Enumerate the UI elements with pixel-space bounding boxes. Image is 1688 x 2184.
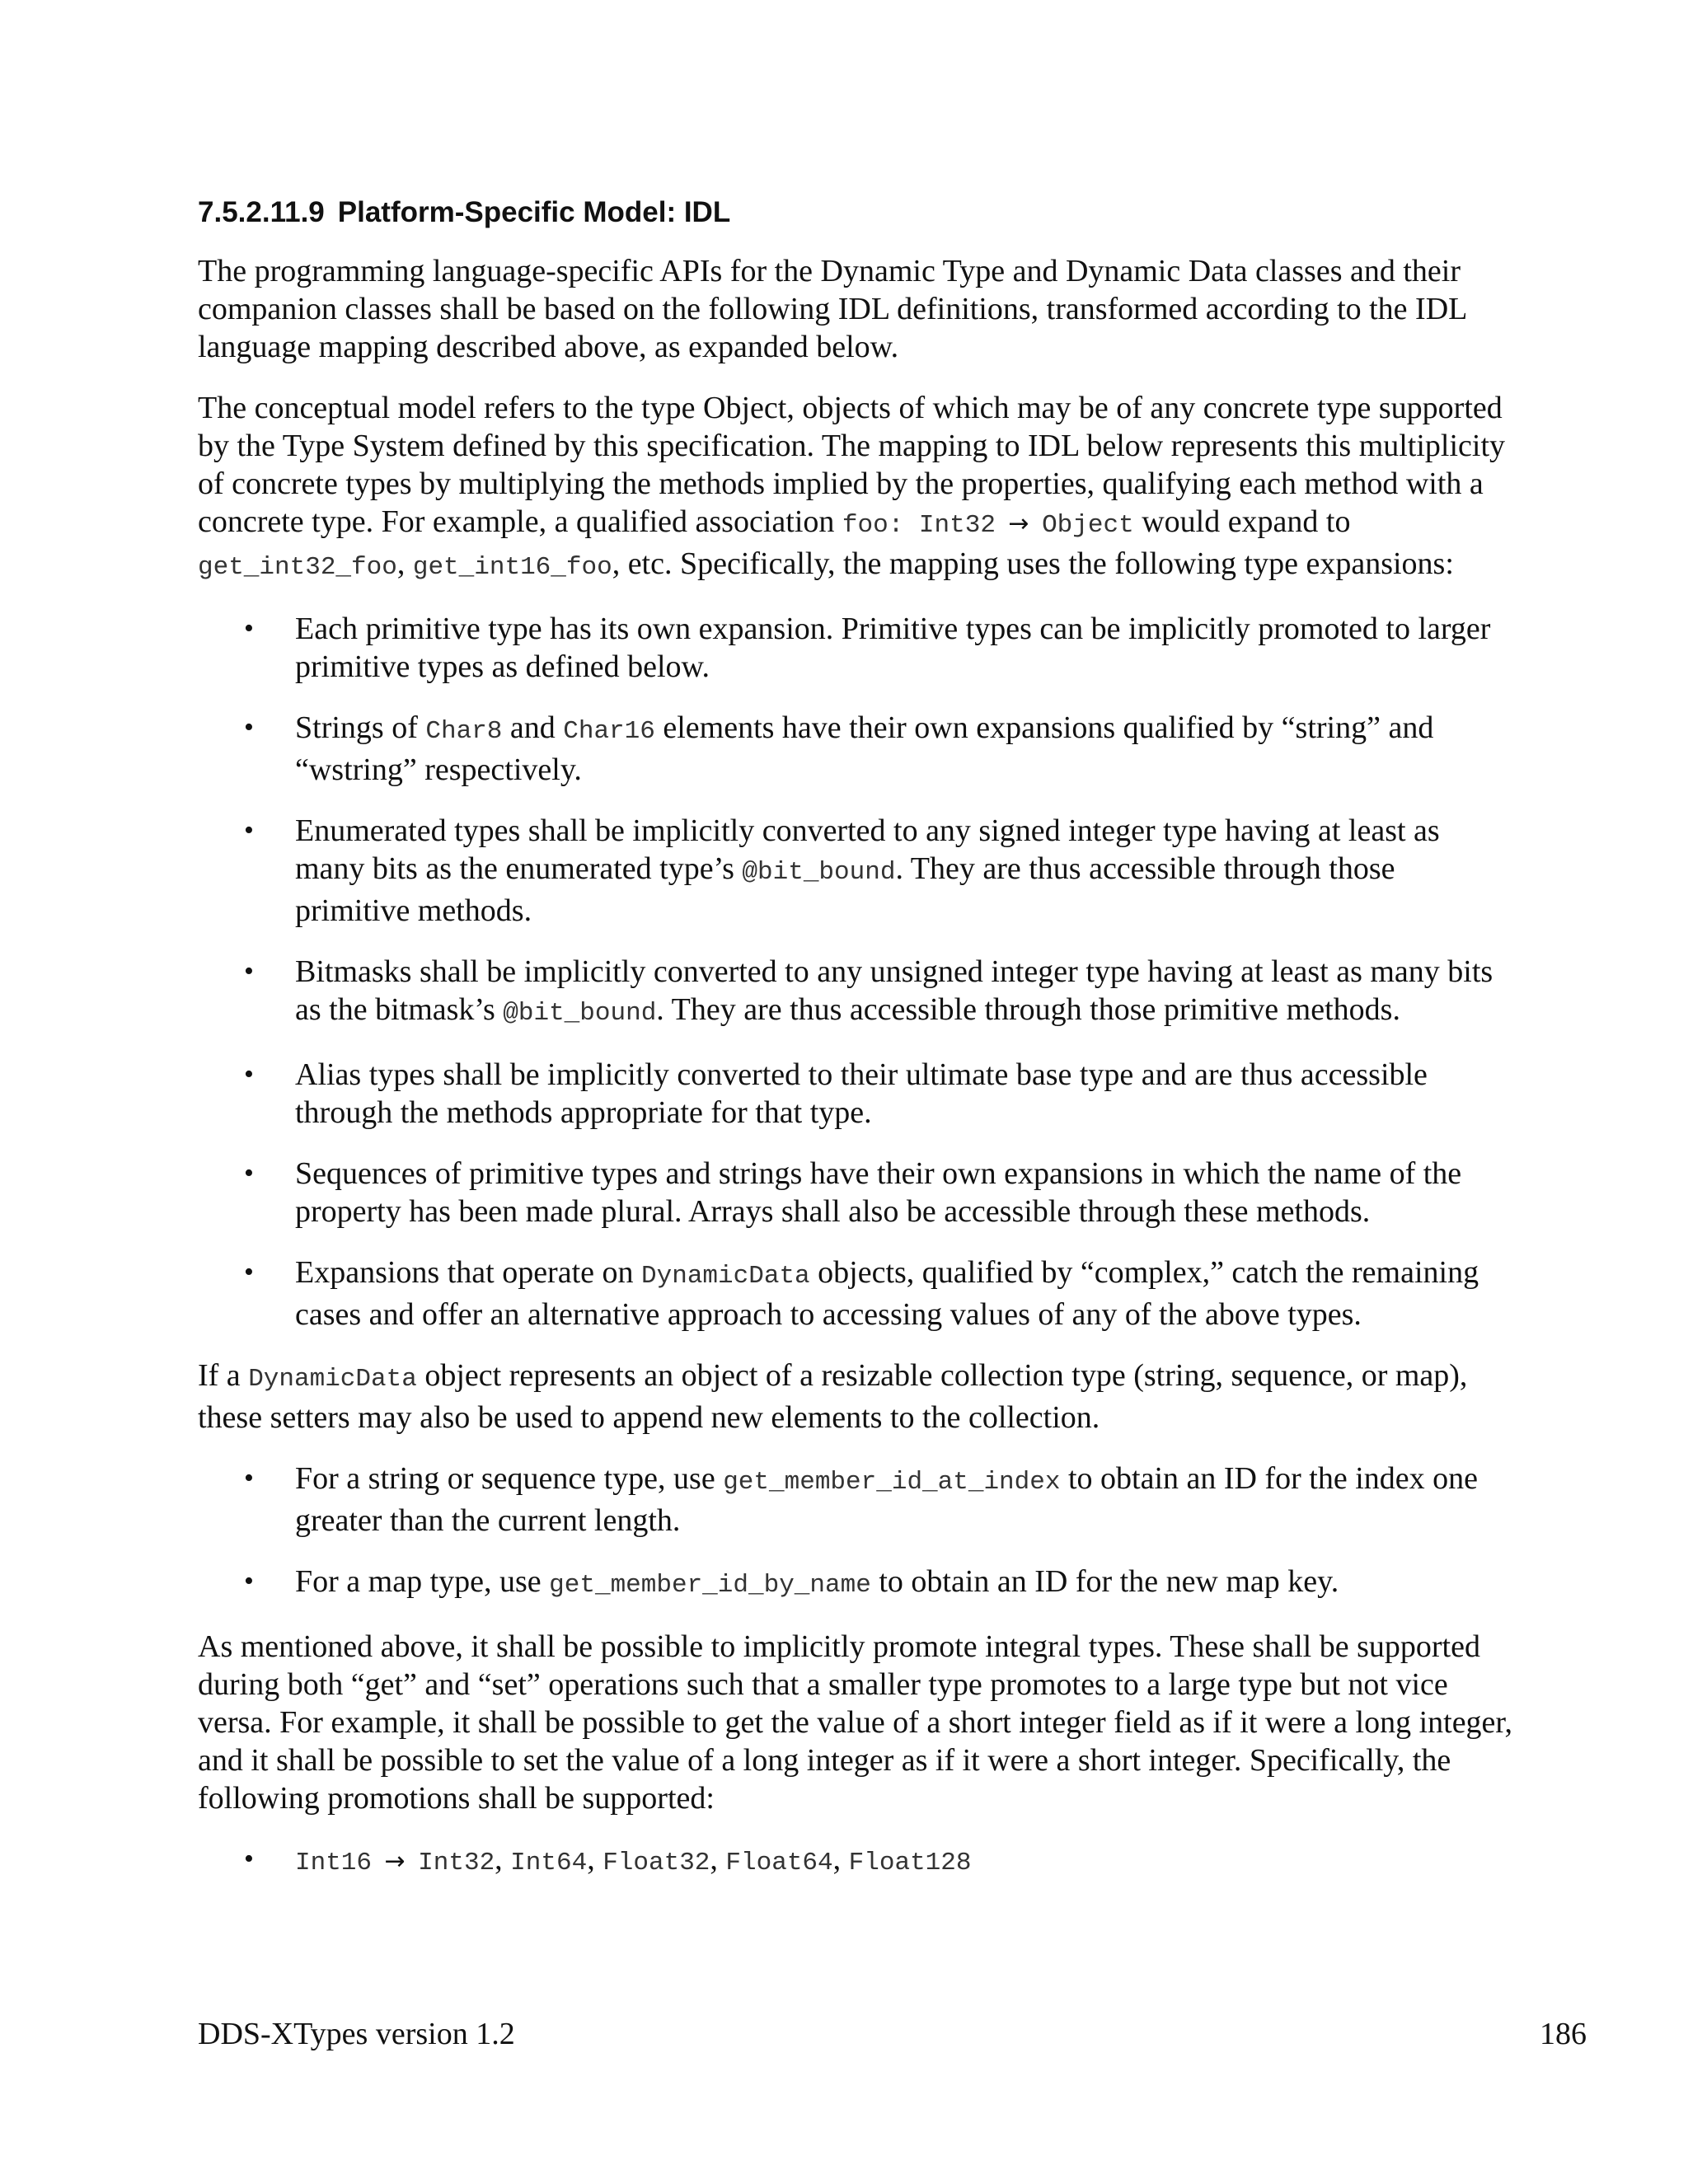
separator: ,: [587, 1842, 603, 1877]
list-item-text: For a map type, use: [295, 1564, 550, 1599]
list-item: [198, 709, 1517, 789]
code-get-member-id-at-index: get_member_id_at_index: [723, 1468, 1061, 1497]
section-title: Platform-Specific Model: IDL: [337, 196, 731, 228]
code-float32: Float32: [603, 1849, 710, 1877]
bullet-icon: •: [244, 1566, 254, 1596]
list-item: [198, 1460, 1517, 1540]
list-item-text: Bitmasks shall be implicitly converted to any unsigned integer type having at least as many bits as the bitmask’s: [295, 954, 1493, 1027]
code-get-int32-foo: get_int32_foo: [198, 553, 397, 582]
expansion-list: [198, 610, 1517, 1333]
section-heading: [198, 196, 730, 229]
bullet-icon: •: [244, 613, 254, 644]
bullet-icon: •: [244, 712, 254, 743]
paragraph-text: If a: [198, 1358, 249, 1393]
code-dynamicdata: DynamicData: [248, 1365, 417, 1394]
code-float64: Float64: [725, 1849, 833, 1877]
paragraph-text: , etc. Specifically, the mapping uses the following type expansions:: [612, 546, 1454, 581]
code-get-member-id-by-name: get_member_id_by_name: [549, 1571, 871, 1600]
code-get-int16-foo: get_int16_foo: [412, 553, 612, 582]
paragraph-collection: [198, 1357, 1517, 1436]
promotion-list: [198, 1840, 1517, 1882]
list-item: [198, 953, 1517, 1033]
list-item-text: objects, qualified by “complex,” catch the remaining cases and offer an alternative approach to accessing values of any of the above types.: [295, 1255, 1479, 1332]
bullet-icon: •: [244, 1158, 254, 1188]
separator: ,: [832, 1842, 849, 1877]
code-foo-int32: foo: Int32: [842, 511, 996, 540]
separator: ,: [710, 1842, 726, 1877]
paragraph-text: object represents an object of a resizable collection type (string, sequence, or map), these setters may also be used to append new elements to the collection.: [198, 1358, 1468, 1435]
separator: ,: [396, 546, 413, 581]
code-char16: Char16: [563, 717, 655, 746]
arrow-icon: →: [384, 1847, 406, 1876]
list-item-text: elements have their own expansions qualified by “string” and “wstring” respectively.: [295, 710, 1434, 787]
list-item-text: and: [502, 710, 564, 745]
paragraph-text: The conceptual model refers to the type Object, objects of which may be of any concrete type supported by the Type System defined by this specification. The mapping to IDL below represents this multiplicity of concrete types by multiplying the methods implied by the properties, qualifying each method with a concrete type. For example, a qualified association: [198, 391, 1506, 539]
paragraph-text: would expand to: [1133, 504, 1351, 539]
list-item-text: Expansions that operate on: [295, 1255, 642, 1290]
list-item-text: . They are thus accessible through those primitive methods.: [295, 851, 1395, 928]
code-char8: Char8: [425, 717, 503, 746]
code-int16: Int16: [295, 1849, 373, 1877]
bullet-icon: •: [244, 1463, 254, 1493]
separator: ,: [495, 1842, 511, 1877]
paragraph-conceptual-model: [198, 389, 1517, 587]
list-item: [198, 1155, 1517, 1230]
list-item-text: Enumerated types shall be implicitly converted to any signed integer type having at least as many bits as the enumerated type’s: [295, 813, 1440, 886]
list-item: [198, 1254, 1517, 1333]
list-item-text: For a string or sequence type, use: [295, 1461, 724, 1496]
collection-list: [198, 1460, 1517, 1605]
bullet-icon: •: [244, 1059, 254, 1090]
list-item: [198, 1056, 1517, 1132]
arrow-icon: →: [1008, 509, 1029, 538]
list-item: [198, 1563, 1517, 1605]
list-item-text: . They are thus accessible through those primitive methods.: [656, 992, 1400, 1027]
body-text: [198, 252, 1517, 1905]
list-item: [198, 610, 1517, 686]
list-item-text: to obtain an ID for the index one greater than the current length.: [295, 1461, 1479, 1538]
paragraph-promotions: As mentioned above, it shall be possible to implicitly promote integral types. These shall be supported during both “get” and “set” operations such that a smaller type promotes to a large type but not vice versa. For example, it shall be possible to get the value of a short integer field as if it were a long integer, and it shall be possible to set the value of a long integer as if it were a short integer. Specifically, the following promotions shall be supported:: [198, 1629, 1513, 1816]
code-dynamicdata: DynamicData: [641, 1262, 810, 1291]
list-item-text: Each primitive type has its own expansion. Primitive types can be implicitly promoted to larger primitive types as defined below.: [295, 612, 1491, 684]
list-item-text: Strings of: [295, 710, 426, 745]
bullet-icon: •: [244, 1844, 254, 1874]
code-int64: Int64: [510, 1849, 588, 1877]
code-float128: Float128: [848, 1849, 972, 1877]
list-item-text: Sequences of primitive types and strings have their own expansions in which the name of the property has been made plural. Arrays shall also be accessible through these methods.: [295, 1156, 1462, 1229]
bullet-icon: •: [244, 956, 254, 987]
list-item-text: to obtain an ID for the new map key.: [870, 1564, 1339, 1599]
code-bit-bound: @bit_bound: [503, 999, 657, 1028]
paragraph-intro: The programming language-specific APIs for the Dynamic Type and Dynamic Data classes and their companion classes shall be based on the following IDL definitions, transformed according to the IDL language mapping described above, as expanded below.: [198, 254, 1466, 364]
section-number: 7.5.2.11.9: [198, 196, 325, 228]
list-item: [198, 1840, 1517, 1882]
list-item-text: Alias types shall be implicitly converted to their ultimate base type and are thus accessible through the methods appropriate for that type.: [295, 1057, 1428, 1130]
code-object: Object: [1042, 511, 1134, 540]
bullet-icon: •: [244, 1257, 254, 1287]
footer-doc-title: DDS-XTypes version 1.2: [198, 2017, 515, 2051]
footer-page-number: 186: [1540, 2017, 1587, 2051]
code-int32: Int32: [418, 1849, 495, 1877]
code-bit-bound: @bit_bound: [742, 858, 896, 887]
list-item: [198, 812, 1517, 930]
bullet-icon: •: [244, 815, 254, 846]
